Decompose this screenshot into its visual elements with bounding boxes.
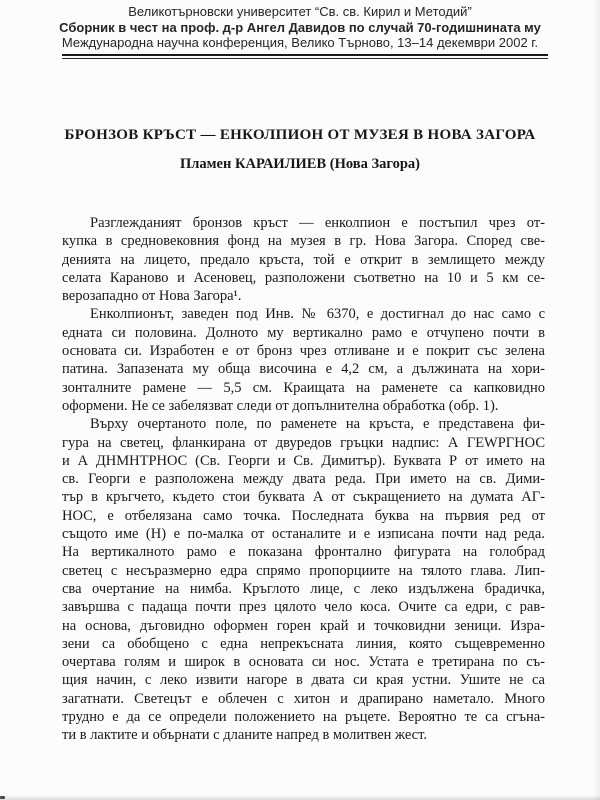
text-line: едната си половина. Долното му вертикално рамо е отчупено почти в xyxy=(62,324,545,341)
paragraph xyxy=(62,214,545,305)
text-line: зонталните рамене — 5,5 см. Краищата на раменете са капковидно xyxy=(62,379,545,396)
text-line: патина. Запазената му обща височина е 4,2 см, а дължината на хори- xyxy=(62,361,545,378)
text-line: верозападно от Нова Загора¹. xyxy=(62,288,242,305)
text-line: ти в лактите и обърнати с дланите напред в молитвен жест. xyxy=(62,727,427,744)
conference-info: Международна научна конференция, Велико Търново, 13–14 декември 2002 г. xyxy=(61,35,539,50)
rule-thin-line xyxy=(62,58,548,59)
text-line: зени са обобщено с една непрекъсната линия, която същевременно xyxy=(62,635,545,652)
text-line: светец с несъразмерно едра спрямо пропорциите на тялото глава. Лип- xyxy=(62,562,545,579)
paragraph xyxy=(62,305,545,415)
scan-speck-artifact xyxy=(0,796,5,799)
scan-edge-right-artifact xyxy=(592,0,600,800)
text-line: св. Георги е разположена между двата реда. При името на св. Дими- xyxy=(62,471,545,488)
article-body xyxy=(62,214,545,745)
text-line: Разглежданият бронзов кръст — енколпион е постъпил чрез от- xyxy=(90,214,545,231)
scan-edge-bottom-artifact xyxy=(0,795,600,800)
text-line: същото име (Н) е по-малка от останалите и е изписана почти над реда. xyxy=(62,526,545,543)
text-line: сва очертание на нимба. Кръглото лице, с леко издължена брадичка, xyxy=(62,580,545,597)
article-title: БРОНЗОВ КРЪСТ — ЕНКОЛПИОН ОТ МУЗЕЯ В НОВА ЗАГОРА xyxy=(64,126,536,143)
paragraph xyxy=(62,415,545,744)
text-line: НОС, е отбелязана само точка. Последната буква на първия ред от xyxy=(62,507,545,524)
text-line: основата си. Изработен е от бронз чрез отливане и е покрит със зелена xyxy=(62,343,545,360)
text-line: Енколпионът, заведен под Инв. № 6370, е достигнал до нас само с xyxy=(90,306,545,323)
text-line: селата Караново и Асеновец, разположени съответно на 10 и 5 км се- xyxy=(62,269,545,286)
text-line: очертава голям и широк в основата си нос. Устата е третирана по съ- xyxy=(62,654,545,671)
text-line: завършва с падаща почти през цялото чело коса. Очите са едри, с рав- xyxy=(62,599,545,616)
text-line: оформени. Не се забелязват следи от допълнителна обработка (обр. 1). xyxy=(62,397,499,414)
header-double-rule xyxy=(62,54,548,59)
text-line: купка в средновековния фонд на музея в гр. Нова Загора. Според све- xyxy=(62,233,545,250)
article-author: Пламен КАРАИЛИЕВ (Нова Загора) xyxy=(180,155,420,172)
text-line: на основа, дъговидно оформен горен край и точковидни зеници. Изра- xyxy=(62,617,545,634)
text-line: щия начин, с леко извити нагоре в двата си края устни. Ушите не са xyxy=(62,672,545,689)
journal-header xyxy=(0,0,600,59)
text-line: загатнати. Светецът е облечен с хитон и драпирано наметало. Много xyxy=(62,690,545,707)
university-name: Великотърновски университет “Св. св. Кирил и Методий” xyxy=(128,4,472,19)
text-line: Върху очертаното поле, по раменете на кръста, е представена фи- xyxy=(90,416,545,433)
text-line: гура на светец, фланкирана от двуредов гръцки надпис: А ГЕWРГНОС xyxy=(62,434,545,451)
festschrift-title: Сборник в чест на проф. д-р Ангел Давидов по случай 70-годишнината му xyxy=(59,19,541,35)
text-line: трудно е да се определи положението на ръцете. Вероятно те са сгъна- xyxy=(62,709,545,725)
rule-thick-line xyxy=(62,54,548,57)
text-line: На вертикалното рамо е показана фронтално фигурата на голобрад xyxy=(62,544,545,561)
text-line: денията на лицето, предало кръста, той е открит в землището между xyxy=(62,251,545,268)
text-line: тър в кръгчето, където стои буквата А от съкращението на думата АГ- xyxy=(62,489,545,506)
text-line: и А ДНМНТРНОС (Св. Георги и Св. Димитър). Буквата Р от името на xyxy=(62,452,545,469)
